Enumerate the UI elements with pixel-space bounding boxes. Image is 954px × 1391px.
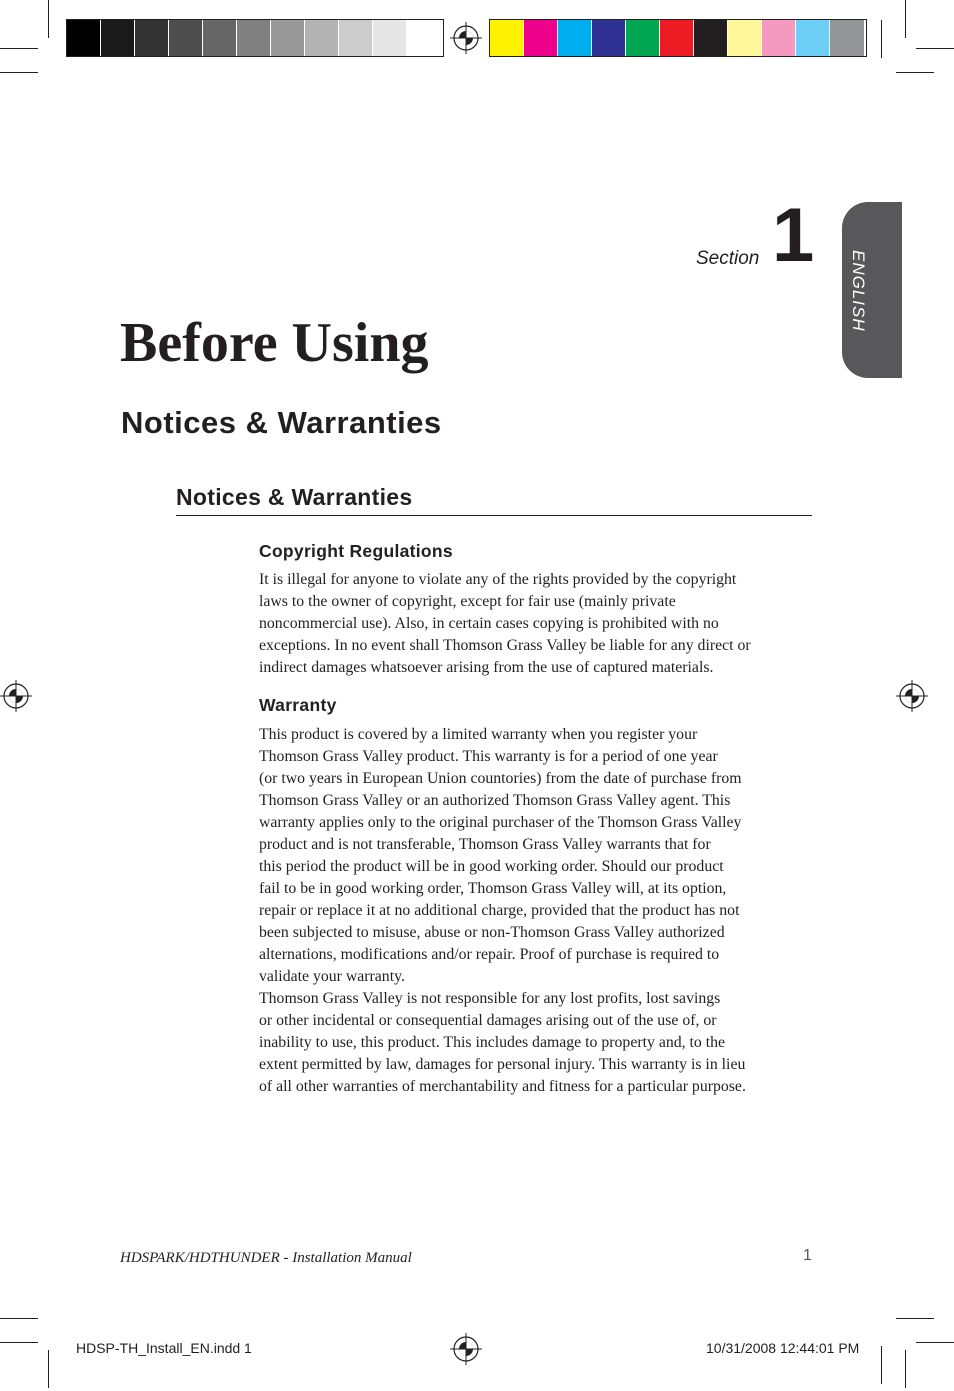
color-swatch [101,20,135,56]
text-line: or other incidental or consequential damages arising out of the use of, or [259,1012,717,1029]
crop-mark [905,0,906,38]
text-line: (or two years in European Union countories) from the date of purchase from [259,770,742,787]
color-swatch [592,20,626,56]
text-line: warranty applies only to the original purchaser of the Thomson Grass Valley [259,814,742,831]
color-swatch [762,20,796,56]
text-line: been subjected to misuse, abuse or non-Thomson Grass Valley authorized [259,924,725,941]
color-swatch [135,20,169,56]
heading-rule [176,515,812,516]
text-line: inability to use, this product. This includes damage to property and, to the [259,1034,726,1051]
color-swatch [558,20,592,56]
crop-mark [48,0,49,38]
text-line: indirect damages whatsoever arising from the use of captured materials. [259,659,714,676]
process-color-bar [489,19,867,57]
copyright-heading: Copyright Regulations [259,541,453,561]
text-line: It is illegal for anyone to violate any of the rights provided by the copyright [259,571,737,588]
text-line: of all other warranties of merchantability and fitness for a particular purpose. [259,1078,746,1095]
section-number: 1 [772,193,815,278]
color-swatch [169,20,203,56]
crop-mark [0,1318,38,1319]
color-swatch [67,20,101,56]
language-tab-label: ENGLISH [849,250,868,332]
color-swatch [237,20,271,56]
text-line: laws to the owner of copyright, except for fair use (mainly private [259,593,676,610]
color-swatch [203,20,237,56]
warranty-paragraph [259,724,819,1098]
text-line: noncommercial use). Also, in certain cases copying is prohibited with no [259,615,719,632]
crop-mark [0,48,38,49]
crop-mark [896,1318,934,1319]
color-swatch [490,20,524,56]
text-line: this period the product will be in good working order. Should our product [259,858,724,875]
crop-mark [0,72,38,73]
crop-mark [881,1346,882,1384]
page-subtitle: Notices & Warranties [121,405,442,440]
crop-mark [916,1342,954,1343]
text-line: alternations, modifications and/or repair. Proof of purchase is required to [259,946,720,963]
registration-target-icon [450,22,482,54]
text-line: validate your warranty. [259,968,405,985]
registration-target-icon [450,1333,482,1365]
section-heading: Notices & Warranties [176,484,413,510]
text-line: repair or replace it at no additional charge, provided that the product has not [259,902,740,919]
footer-manual-title: HDSPARK/HDTHUNDER - Installation Manual [120,1250,412,1266]
grayscale-color-bar [66,19,444,57]
crop-mark [896,72,934,73]
text-line: Thomson Grass Valley product. This warranty is for a period of one year [259,748,718,765]
color-swatch [626,20,660,56]
crop-mark [881,20,882,58]
color-swatch [728,20,762,56]
text-line: product and is not transferable, Thomson Grass Valley warrants that for [259,836,711,853]
text-line: This product is covered by a limited warranty when you register your [259,726,698,743]
crop-mark [905,1350,906,1388]
color-swatch [830,20,864,56]
text-line: Thomson Grass Valley or an authorized Thomson Grass Valley agent. This [259,792,731,809]
warranty-heading: Warranty [259,695,337,715]
color-swatch [524,20,558,56]
color-swatch [694,20,728,56]
slug-timestamp: 10/31/2008 12:44:01 PM [706,1340,860,1356]
color-swatch [271,20,305,56]
color-swatch [305,20,339,56]
registration-target-icon [896,680,928,712]
crop-mark [916,48,954,49]
color-swatch [339,20,373,56]
registration-target-icon [0,680,32,712]
color-swatch [373,20,407,56]
page-title: Before Using [120,312,429,374]
copyright-paragraph [259,569,819,679]
color-swatch [407,20,441,56]
slug-filename: HDSP-TH_Install_EN.indd 1 [76,1340,252,1356]
text-line: extent permitted by law, damages for personal injury. This warranty is in lieu [259,1056,746,1073]
section-label: Section [696,248,760,269]
text-line: Thomson Grass Valley is not responsible for any lost profits, lost savings [259,990,721,1007]
color-swatch [660,20,694,56]
page-number: 1 [803,1247,812,1264]
crop-mark [0,1342,38,1343]
text-line: exceptions. In no event shall Thomson Grass Valley be liable for any direct or [259,637,751,654]
crop-mark [48,1350,49,1388]
color-swatch [796,20,830,56]
text-line: fail to be in good working order, Thomson Grass Valley will, at its option, [259,880,727,897]
